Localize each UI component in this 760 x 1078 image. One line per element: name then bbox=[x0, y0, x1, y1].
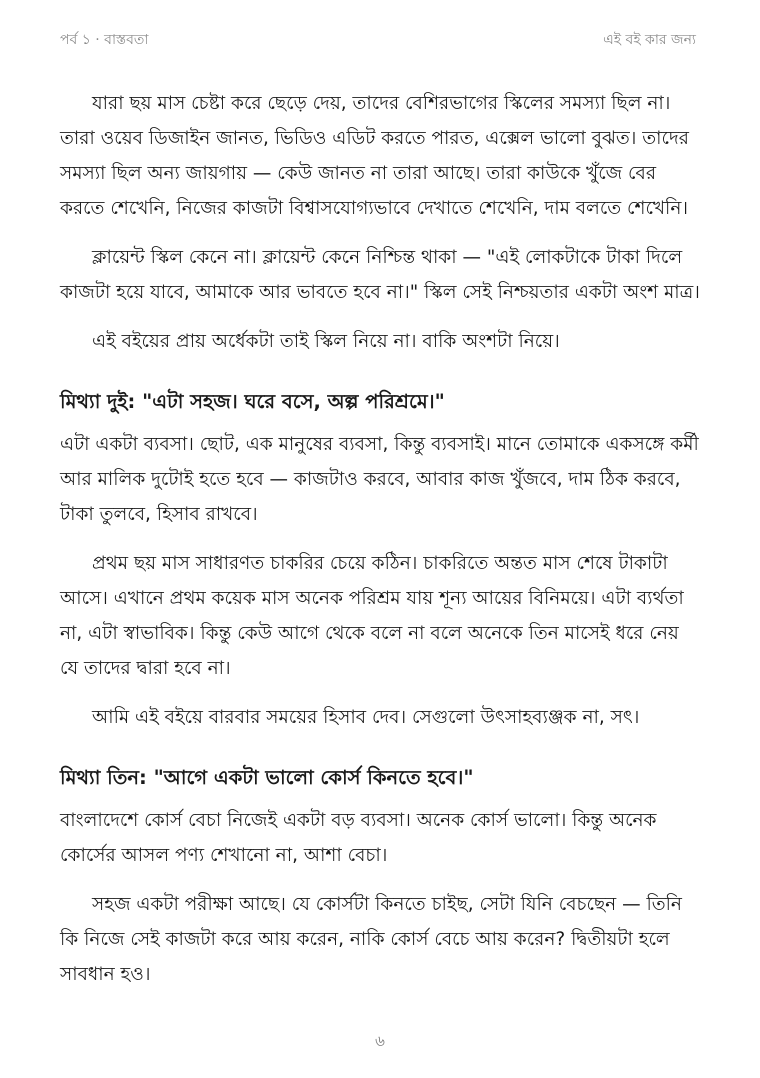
paragraph-simple-test: সহজ একটা পরীক্ষা আছে। যে কোর্সটা কিনতে চাইছ, সেটা যিনি বেচছেন — তিনি কি নিজে সেই কাজটা করে আয় করেন, নাকি কোর্স বেচে আয় করেন? দ্বিতীয়টা হলে সাবধান হও। bbox=[60, 894, 682, 985]
page-number: ৬ bbox=[375, 1032, 385, 1050]
running-header bbox=[60, 30, 696, 50]
section-heading-myth-three: মিথ্যা তিন: "আগে একটা ভালো কোর্স কিনতে হবে।" bbox=[60, 766, 474, 789]
paragraph-book-focus: এই বইয়ের প্রায় অর্ধেকটা তাই স্কিল নিয়ে না। বাকি অংশটা নিয়ে। bbox=[92, 331, 560, 352]
paragraph-its-a-business: এটা একটা ব্যবসা। ছোট, এক মানুষের ব্যবসা, কিন্তু ব্যবসাই। মানে তোমাকে একসঙ্গে কর্মী আর মালিক দুটোই হতে হবে — কাজটাও করবে, আবার কাজ খুঁজবে, দাম ঠিক করবে, টাকা তুলবে, হিসাব রাখবে। bbox=[60, 434, 699, 525]
section-heading-myth-two: মিথ্যা দুই: "এটা সহজ। ঘরে বসে, অল্প পরিশ্রমে।" bbox=[60, 390, 445, 413]
paragraph-client-buys-certainty: ক্লায়েন্ট স্কিল কেনে না। ক্লায়েন্ট কেনে নিশ্চিন্ত থাকা — "এই লোকটাকে টাকা দিলে কাজটা হয়ে যাবে, আমাকে আর ভাবতে হবে না।" স্কিল সেই নিশ্চয়তার একটা অংশ মাত্র। bbox=[60, 247, 700, 303]
running-header-chapter: এই বই কার জন্য bbox=[603, 32, 696, 48]
paragraph-first-six-months: প্রথম ছয় মাস সাধারণত চাকরির চেয়ে কঠিন। চাকরিতে অন্তত মাস শেষে টাকাটা আসে। এখানে প্রথম কয়েক মাস অনেক পরিশ্রম যায় শূন্য আয়ের বিনিময়ে। এটা ব্যর্থতা না, এটা স্বাভাবিক। কিন্তু কেউ আগে থেকে বলে না বলে অনেকে তিন মাসেই ধরে নেয় যে তাদের দ্বারা হবে না। bbox=[60, 553, 684, 679]
page-body bbox=[60, 86, 700, 1006]
running-header-section: পর্ব ১ · বাস্তবতা bbox=[60, 32, 149, 48]
paragraph-skill-problem: যারা ছয় মাস চেষ্টা করে ছেড়ে দেয়, তাদের বেশিরভাগের স্কিলের সমস্যা ছিল না। তারা ওয়েব ডিজাইন জানত, ভিডিও এডিট করতে পারত, এক্সেল ভালো বুঝত। তাদের সমস্যা ছিল অন্য জায়গায় — কেউ জানত না তারা আছে। তারা কাউকে খুঁজে বের করতে শেখেনি, নিজের কাজটা বিশ্বাসযোগ্যভাবে দেখাতে শেখেনি, দাম বলতে শেখেনি। bbox=[60, 93, 689, 219]
paragraph-course-business: বাংলাদেশে কোর্স বেচা নিজেই একটা বড় ব্যবসা। অনেক কোর্স ভালো। কিন্তু অনেক কোর্সের আসল পণ্য শেখানো না, আশা বেচা। bbox=[60, 810, 657, 866]
paragraph-honest-timelines: আমি এই বইয়ে বারবার সময়ের হিসাব দেব। সেগুলো উৎসাহব্যঞ্জক না, সৎ। bbox=[92, 707, 640, 728]
